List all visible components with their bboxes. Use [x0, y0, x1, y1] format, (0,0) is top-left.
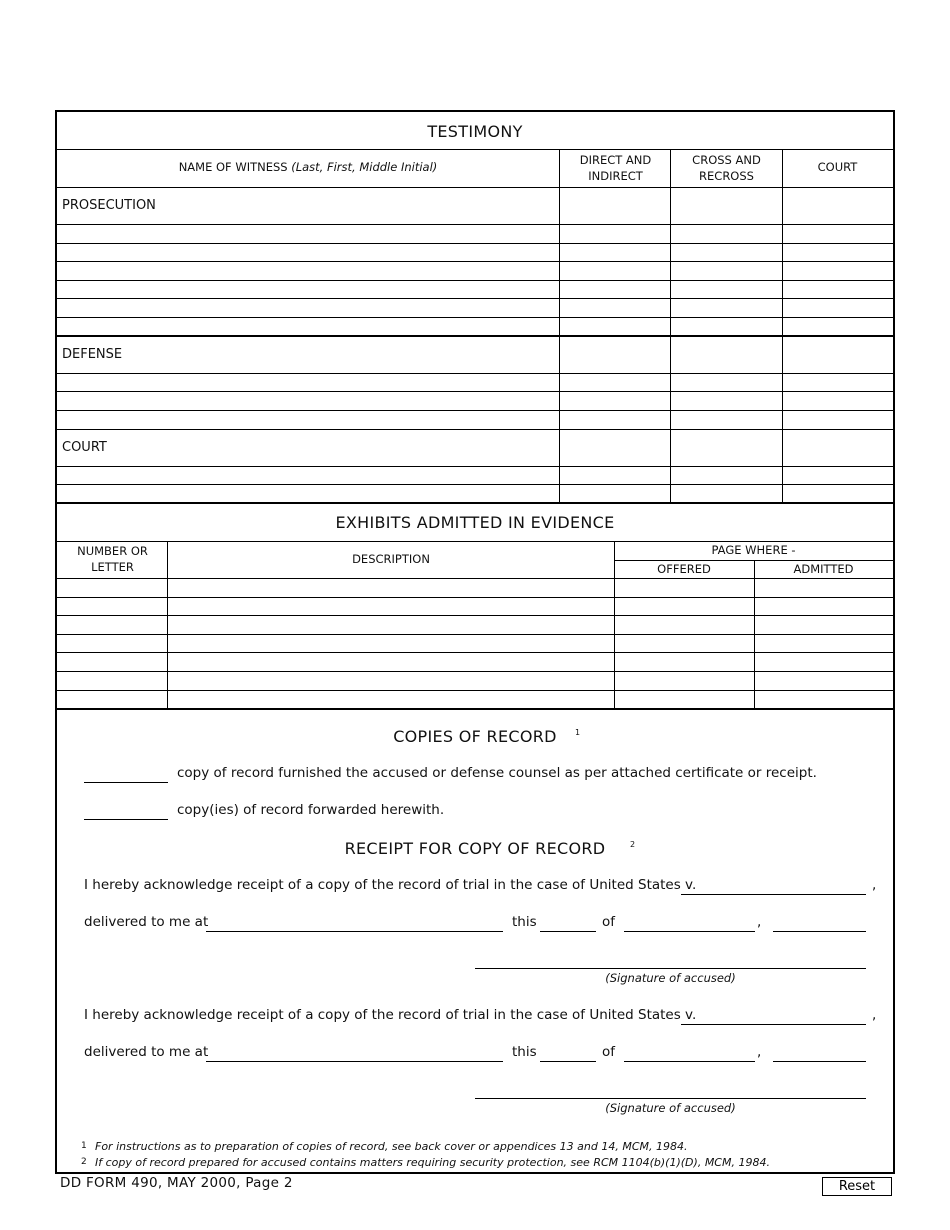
receipt2-comma: , [872, 1007, 877, 1023]
divider [57, 149, 893, 150]
footnote-2-number: 2 [81, 1157, 87, 1167]
form-frame [55, 110, 895, 1174]
receipt1-case-name-field[interactable] [681, 894, 866, 895]
col-divider [559, 149, 560, 503]
receipt2-year-field[interactable] [773, 1061, 866, 1062]
testimony-title: TESTIMONY [427, 122, 523, 141]
form-identifier: DD FORM 490, MAY 2000, Page 2 [60, 1175, 293, 1191]
exhibits-title: EXHIBITS ADMITTED IN EVIDENCE [335, 513, 615, 532]
receipt2-day-field[interactable] [540, 1061, 596, 1062]
header-number-or-letter: NUMBER OR LETTER [77, 544, 148, 574]
receipt2-delivered-text: delivered to me at [84, 1044, 209, 1060]
receipt1-year-field[interactable] [773, 931, 866, 932]
col-divider [167, 541, 168, 709]
row-line [57, 615, 893, 616]
receipt1-this-text: this [512, 914, 537, 930]
row-line [57, 466, 893, 467]
group-divider [57, 335, 893, 337]
row-line [57, 280, 893, 281]
receipt-title: RECEIPT FOR COPY OF RECORD [344, 839, 606, 858]
footnote-2-text: If copy of record prepared for accused contains matters requiring security protection, see RCM 1104(b)(1)(D), MCM, 1984. [95, 1156, 770, 1169]
copies-footnote-ref: 1 [575, 728, 581, 737]
receipt1-signature-caption: (Signature of accused) [605, 971, 736, 985]
receipt-footnote-ref: 2 [630, 840, 636, 849]
receipt1-delivered-text: delivered to me at [84, 914, 209, 930]
receipt2-location-field[interactable] [206, 1061, 503, 1062]
row-line [57, 671, 893, 672]
row-line [57, 634, 893, 635]
row-line [57, 484, 893, 485]
row-line [57, 298, 893, 299]
copies-forwarded-blank[interactable] [84, 819, 168, 820]
header-cross-recross: CROSS AND RECROSS [692, 153, 761, 183]
row-line [57, 410, 893, 411]
receipt2-month-field[interactable] [624, 1061, 755, 1062]
receipt2-ack-text: I hereby acknowledge receipt of a copy of the record of trial in the case of United States v. [84, 1007, 697, 1023]
section-divider [57, 708, 893, 710]
header-admitted: ADMITTED [793, 562, 854, 576]
row-line [57, 578, 893, 579]
receipt2-signature-caption: (Signature of accused) [605, 1101, 736, 1115]
col-divider [614, 541, 615, 709]
row-line [57, 391, 893, 392]
row-line [57, 317, 893, 318]
row-line [57, 224, 893, 225]
col-divider [782, 149, 783, 503]
col-divider [670, 149, 671, 503]
row-line [57, 243, 893, 244]
header-description: DESCRIPTION [352, 552, 430, 566]
receipt1-location-field[interactable] [206, 931, 503, 932]
receipt1-comma: , [872, 877, 877, 893]
receipt1-date-comma: , [757, 914, 762, 930]
row-line [57, 597, 893, 598]
copies-title: COPIES OF RECORD [393, 727, 557, 746]
row-line [57, 261, 893, 262]
group-defense: DEFENSE [62, 347, 123, 362]
receipt1-ack-text: I hereby acknowledge receipt of a copy of the record of trial in the case of United States v. [84, 877, 697, 893]
header-page-where: PAGE WHERE - [711, 543, 796, 557]
receipt2-case-name-field[interactable] [681, 1024, 866, 1025]
copies-furnished-text: copy of record furnished the accused or defense counsel as per attached certificate or receipt. [177, 765, 817, 781]
receipt2-this-text: this [512, 1044, 537, 1060]
receipt1-month-field[interactable] [624, 931, 755, 932]
receipt1-day-field[interactable] [540, 931, 596, 932]
group-court: COURT [62, 440, 107, 455]
reset-button[interactable]: Reset [822, 1177, 892, 1196]
header-court: COURT [817, 160, 858, 174]
row-line [57, 187, 893, 188]
receipt2-date-comma: , [757, 1044, 762, 1060]
receipt1-of-text: of [602, 914, 616, 930]
receipt2-signature-field[interactable] [475, 1098, 866, 1099]
header-name-of-witness: NAME OF WITNESS (Last, First, Middle Initial) [178, 160, 438, 174]
header-offered: OFFERED [657, 562, 711, 576]
footnote-1-text: For instructions as to preparation of copies of record, see back cover or appendices 13 and 14, MCM, 1984. [95, 1140, 688, 1153]
row-line [57, 373, 893, 374]
group-prosecution: PROSECUTION [62, 198, 156, 213]
copies-furnished-blank[interactable] [84, 782, 168, 783]
row-line [57, 429, 893, 430]
row-line [57, 652, 893, 653]
header-direct-indirect: DIRECT AND INDIRECT [579, 153, 652, 183]
footnote-1-number: 1 [81, 1141, 87, 1151]
receipt1-signature-field[interactable] [475, 968, 866, 969]
section-divider [57, 502, 893, 504]
receipt2-of-text: of [602, 1044, 616, 1060]
copies-forwarded-text: copy(ies) of record forwarded herewith. [177, 802, 445, 818]
row-line [57, 690, 893, 691]
